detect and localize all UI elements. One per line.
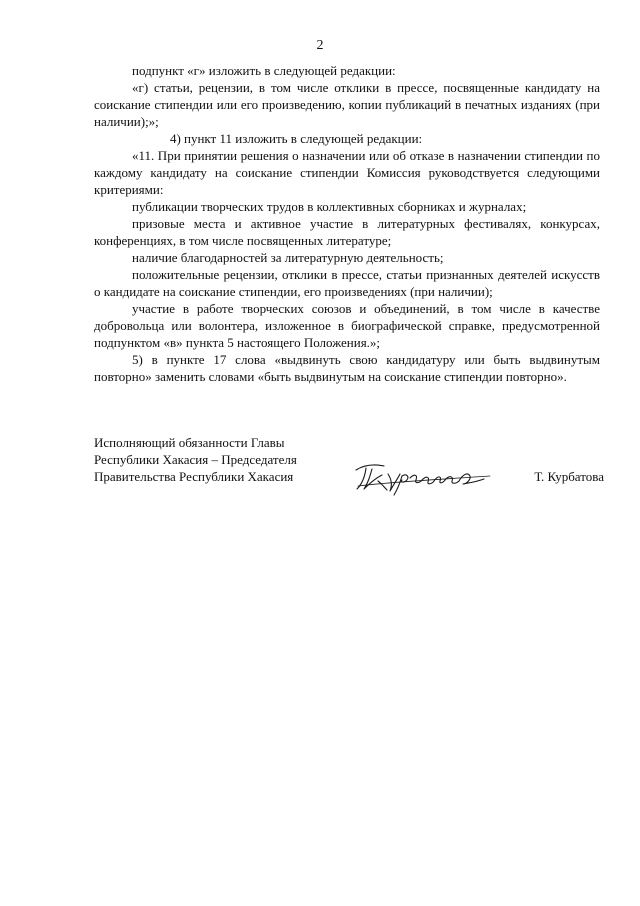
page-number: 2 [316, 38, 324, 53]
signatory-title-line: Правительства Республики Хакасия [94, 469, 294, 484]
paragraph-criterion-publications: публикации творческих трудов в коллективных сборниках и журналах; [132, 199, 527, 214]
item-4-number: 4) [170, 131, 181, 146]
signatory-title-line: Исполняющий обязанности Главы [94, 435, 285, 450]
paragraph-item-4 [94, 130, 600, 147]
item-4-text: пункт 11 изложить в следующей редакции: [184, 131, 423, 146]
paragraph-item-5: 5) в пункте 17 слова «выдвинуть свою кандидатуру или быть выдвинутым повторно» заменить словами «быть выдвинутым на соискание стипендии повторно». [94, 352, 600, 384]
signatory-title-line: Республики Хакасия – Председателя [94, 452, 297, 467]
paragraph-subitem-g-text: «г) статьи, рецензии, в том числе отклики в прессе, посвященные кандидату на соискание стипендии или его произведению, копии публикаций в печатных изданиях (при наличии);»; [94, 80, 600, 129]
handwritten-signature [350, 456, 500, 496]
paragraph-criterion-reviews: положительные рецензии, отклики в прессе, статьи признанных деятелей искусств о кандидате на соискание стипендии, его произведениях (при наличии); [94, 267, 600, 299]
signatory-title [94, 434, 604, 485]
paragraph-criterion-gratitude: наличие благодарностей за литературную деятельность; [132, 250, 444, 265]
paragraph-criterion-unions: участие в работе творческих союзов и объединений, в том числе в качестве добровольца или волонтера, изложенное в биографической справке, предусмотренной подпунктом «в» пункта 5 настоящего Положения.»; [94, 301, 600, 350]
signatory-name: Т. Курбатова [534, 469, 604, 484]
paragraph-point-11: «11. При принятии решения о назначении или об отказе в назначении стипендии по каждому кандидату на соискание стипендии Комиссия руководствуется следующими критериями: [94, 148, 600, 197]
document-body [94, 62, 600, 385]
paragraph-subitem-g-intro: подпункт «г» изложить в следующей редакции: [132, 63, 396, 78]
paragraph-criterion-prizes: призовые места и активное участие в литературных фестивалях, конкурсах, конференциях, в том числе посвященных литературе; [94, 216, 600, 248]
signature-block [94, 434, 604, 494]
